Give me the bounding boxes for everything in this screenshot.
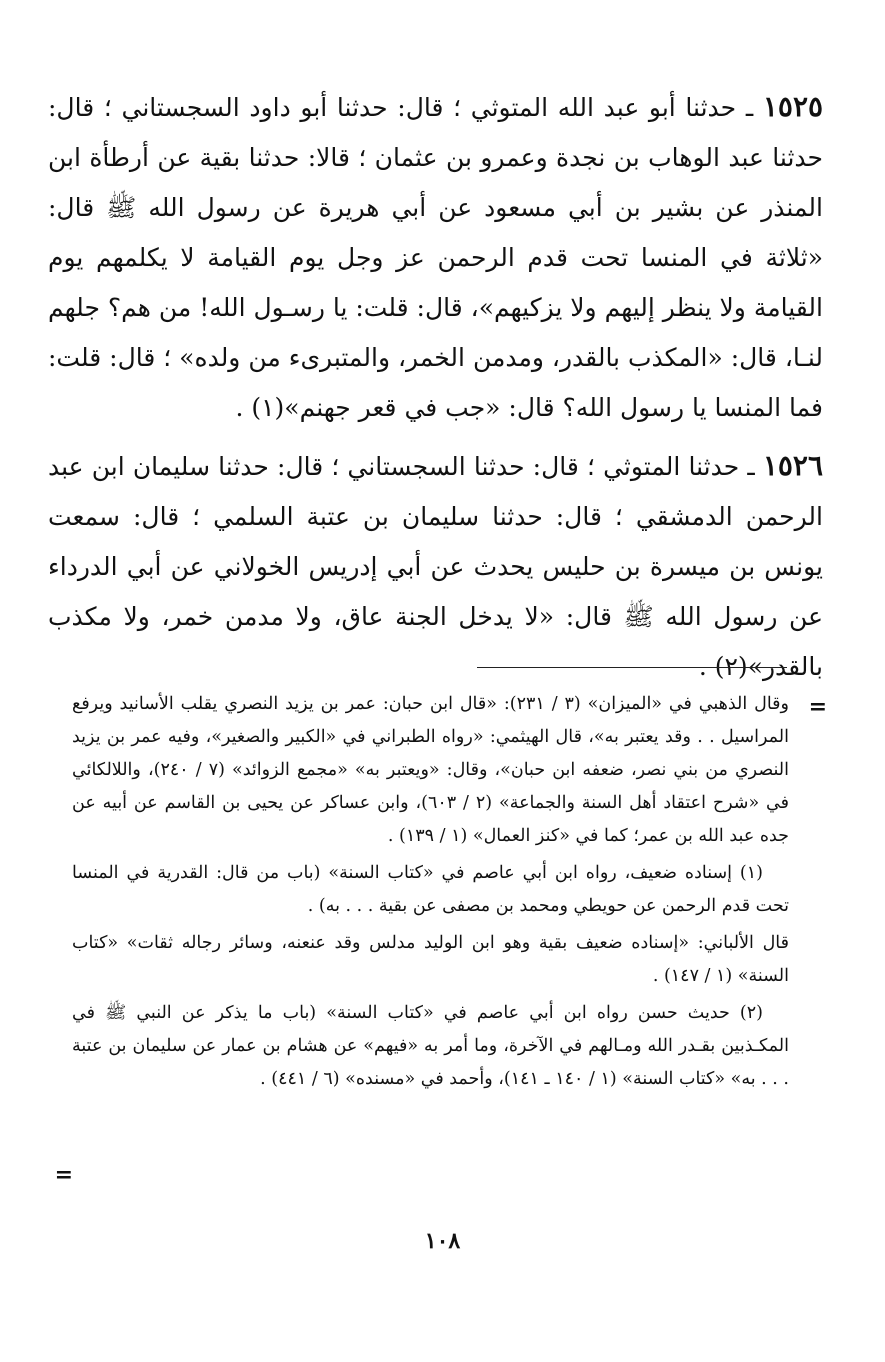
footnote-1: (١) إسناده ضعيف، رواه ابن أبي عاصم في «كتاب السنة» (باب من قال: القدرية في المنسا تحت قدم الرحمن عن حويطي ومحمد بن مصفى عن بقية . . . به) . bbox=[72, 863, 789, 916]
footnote-2: (٢) حديث حسن رواه ابن أبي عاصم في «كتاب السنة» (باب ما يذكر عن النبي ﷺ في المكـذبين بقـدر الله ومـالهم في الآخرة، وما أمر به «فيهم» عن هشام بن عمار عن سليمان بن عتبة . . . به» «كتاب السنة» (١ / ١٤٠ ـ ١٤١)، وأحمد في «مسنده» (٦ / ٤٤١) . bbox=[72, 1003, 789, 1089]
continuation-mark-bottom: = bbox=[54, 1162, 73, 1188]
page-number: ١٠٨ bbox=[424, 1228, 461, 1254]
footnote-1-albani: قال الألباني: «إسناده ضعيف بقية وهو ابن الوليد مدلس وقد عنعنه، وسائر رجاله ثقات» «كتاب السنة» (١ / ١٤٧) . bbox=[72, 933, 789, 986]
main-text bbox=[48, 82, 823, 700]
hadith-text: ـ حدثنا أبو عبد الله المتوثي ؛ قال: حدثنا أبو داود السجستاني ؛ قال: حدثنا عبد الوهاب بن نجدة وعمرو بن عثمان ؛ قالا: حدثنا بقية عن أرطأة ابن المنذر عن بشير بن أبي مسعود عن أبي هريرة عن رسول الله ﷺ قال: «ثلاثة في المنسا تحت قدم الرحمن عز وجل يوم القيامة لا يكلمهم يوم القيامة ولا ينظر إليهم ولا يزكيهم»، قال: قلت: يا رسـول الله! من هم؟ جلهم لنـا، قال: «المكذب بالقدر، ومدمن الخمر، والمتبرىء من ولده» ؛ قال: قلت: فما المنسا يا رسول الله؟ قال: «جب في قعر جهنم»(١) . bbox=[48, 93, 823, 422]
continuation-mark-top: = bbox=[808, 694, 827, 720]
hadith-number: ١٥٢٦ bbox=[762, 449, 823, 482]
footnote-separator bbox=[477, 667, 787, 668]
footnotes bbox=[72, 688, 789, 1100]
hadith-1526 bbox=[48, 441, 823, 692]
hadith-text: ـ حدثنا المتوثي ؛ قال: حدثنا السجستاني ؛ قال: حدثنا سليمان ابن عبد الرحمن الدمشقي ؛ قال: حدثنا سليمان بن عتبة السلمي ؛ قال: سمعت يونس بن ميسرة بن حليس يحدث عن أبي إدريس الخولاني عن أبي الدرداء عن رسول الله ﷺ قال: «لا يدخل الجنة عاق، ولا مدمن خمر، ولا مكذب بالقدر»(٢) . bbox=[48, 452, 823, 681]
hadith-number: ١٥٢٥ bbox=[762, 90, 824, 123]
footnote-continued: وقال الذهبي في «الميزان» (٣ / ٢٣١): «قال ابن حبان: عمر بن يزيد النصري يقلب الأسانيد ويرفع المراسيل . . وقد يعتبر به»، قال الهيثمي: «رواه الطبراني في «الكبير والصغير»، وفيه عمر بن يزيد النصري من بني نصر، ضعفه ابن حبان»، وقال: «ويعتبر به» «مجمع الزوائد» (٧ / ٢٤٠)، واللالكائي في «شرح اعتقاد أهل السنة والجماعة» (٢ / ٦٠٣)، وابن عساكر عن يحيى بن القاسم عن أبيه عن جده عبد الله بن عمر؛ كما في «كنز العمال» (١ / ١٣٩) . bbox=[72, 694, 789, 846]
hadith-1525 bbox=[48, 82, 823, 433]
